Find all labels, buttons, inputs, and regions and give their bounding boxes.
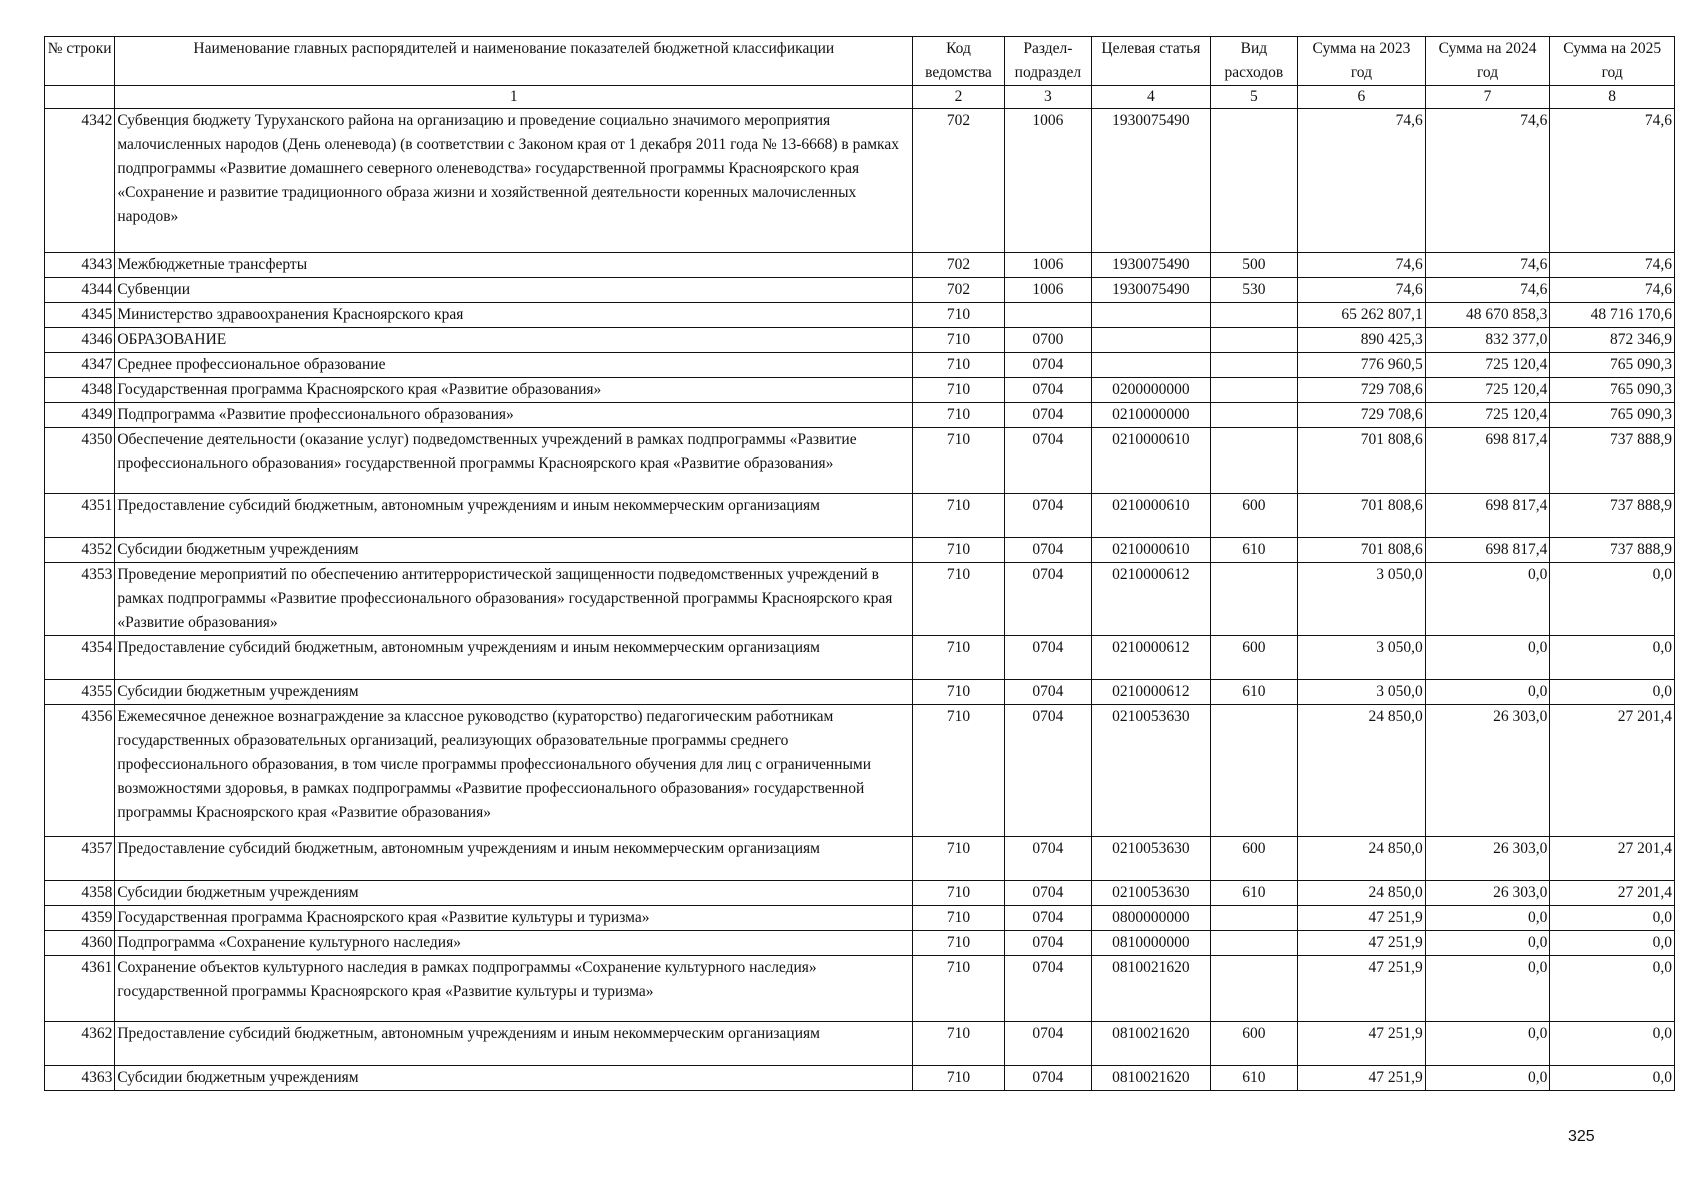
row-target-article: 0200000000 bbox=[1092, 378, 1211, 403]
row-sum-2024: 725 120,4 bbox=[1425, 403, 1550, 428]
row-section: 0704 bbox=[1004, 636, 1091, 680]
row-expense-type bbox=[1210, 428, 1297, 494]
row-sum-2023: 47 251,9 bbox=[1298, 1066, 1426, 1091]
header-sum-2024: Сумма на 2024 год bbox=[1425, 37, 1550, 86]
row-sum-2024: 0,0 bbox=[1425, 680, 1550, 705]
row-name: Подпрограмма «Развитие профессионального образования» bbox=[115, 403, 913, 428]
row-sum-2024: 0,0 bbox=[1425, 906, 1550, 931]
row-expense-type: 600 bbox=[1210, 494, 1297, 538]
row-target-article: 0810000000 bbox=[1092, 931, 1211, 956]
row-number: 4350 bbox=[45, 428, 115, 494]
row-dept-code: 710 bbox=[913, 1066, 1004, 1091]
row-expense-type: 600 bbox=[1210, 1022, 1297, 1066]
row-expense-type bbox=[1210, 353, 1297, 378]
row-section: 1006 bbox=[1004, 109, 1091, 253]
row-name: Предоставление субсидий бюджетным, автономным учреждениям и иным некоммерческим организациям bbox=[115, 1022, 913, 1066]
row-target-article bbox=[1092, 353, 1211, 378]
row-sum-2023: 24 850,0 bbox=[1298, 881, 1426, 906]
table-row bbox=[45, 680, 1675, 705]
row-target-article: 0210053630 bbox=[1092, 705, 1211, 837]
row-target-article: 0210000612 bbox=[1092, 636, 1211, 680]
row-target-article: 0810021620 bbox=[1092, 956, 1211, 1022]
row-name: Ежемесячное денежное вознаграждение за классное руководство (кураторство) педагогическим работникам государственных образовательных организаций, реализующих образовательные программы среднего профессионального образования, в том числе программы профессионального обучения для лиц с ограниченными возможностями здоровья, в рамках подпрограммы «Развитие профессионального образования» государственной программы Красноярского края «Развитие образования» bbox=[115, 705, 913, 837]
row-number: 4343 bbox=[45, 253, 115, 278]
row-section: 0704 bbox=[1004, 680, 1091, 705]
row-target-article: 1930075490 bbox=[1092, 109, 1211, 253]
row-dept-code: 710 bbox=[913, 636, 1004, 680]
row-sum-2024: 832 377,0 bbox=[1425, 328, 1550, 353]
row-number: 4358 bbox=[45, 881, 115, 906]
header-name: Наименование главных распорядителей и наименование показателей бюджетной классификации bbox=[115, 37, 913, 86]
row-sum-2023: 74,6 bbox=[1298, 253, 1426, 278]
row-sum-2023: 3 050,0 bbox=[1298, 636, 1426, 680]
header-section: Раздел-подраздел bbox=[1004, 37, 1091, 86]
row-sum-2024: 725 120,4 bbox=[1425, 378, 1550, 403]
row-section: 0704 bbox=[1004, 1022, 1091, 1066]
table-row bbox=[45, 956, 1675, 1022]
row-target-article: 0810021620 bbox=[1092, 1022, 1211, 1066]
table-row bbox=[45, 881, 1675, 906]
row-name: Государственная программа Красноярского края «Развитие образования» bbox=[115, 378, 913, 403]
row-section: 0704 bbox=[1004, 956, 1091, 1022]
row-section: 0704 bbox=[1004, 906, 1091, 931]
row-sum-2024: 26 303,0 bbox=[1425, 705, 1550, 837]
table-body bbox=[45, 109, 1675, 1091]
table-row bbox=[45, 563, 1675, 636]
row-name: Обеспечение деятельности (оказание услуг) подведомственных учреждений в рамках подпрограммы «Развитие профессионального образования» государственной программы Красноярского края «Развитие образования» bbox=[115, 428, 913, 494]
row-dept-code: 710 bbox=[913, 353, 1004, 378]
row-target-article: 0210000000 bbox=[1092, 403, 1211, 428]
table-row bbox=[45, 906, 1675, 931]
row-number: 4345 bbox=[45, 303, 115, 328]
row-sum-2025: 74,6 bbox=[1550, 253, 1675, 278]
row-section: 0704 bbox=[1004, 378, 1091, 403]
row-sum-2025: 74,6 bbox=[1550, 278, 1675, 303]
row-expense-type: 530 bbox=[1210, 278, 1297, 303]
row-dept-code: 702 bbox=[913, 253, 1004, 278]
row-sum-2023: 65 262 807,1 bbox=[1298, 303, 1426, 328]
col-number: 6 bbox=[1298, 86, 1426, 109]
table-row bbox=[45, 494, 1675, 538]
row-dept-code: 710 bbox=[913, 906, 1004, 931]
row-number: 4360 bbox=[45, 931, 115, 956]
row-sum-2024: 698 817,4 bbox=[1425, 494, 1550, 538]
row-section: 0704 bbox=[1004, 881, 1091, 906]
row-name: Предоставление субсидий бюджетным, автономным учреждениям и иным некоммерческим организациям bbox=[115, 837, 913, 881]
row-section: 0704 bbox=[1004, 353, 1091, 378]
row-dept-code: 710 bbox=[913, 403, 1004, 428]
row-dept-code: 710 bbox=[913, 956, 1004, 1022]
row-dept-code: 702 bbox=[913, 109, 1004, 253]
row-number: 4354 bbox=[45, 636, 115, 680]
row-number: 4353 bbox=[45, 563, 115, 636]
row-number: 4356 bbox=[45, 705, 115, 837]
row-section: 1006 bbox=[1004, 253, 1091, 278]
row-expense-type: 610 bbox=[1210, 538, 1297, 563]
header-sum-2023: Сумма на 2023 год bbox=[1298, 37, 1426, 86]
table-row bbox=[45, 636, 1675, 680]
row-sum-2025: 27 201,4 bbox=[1550, 837, 1675, 881]
table-row bbox=[45, 428, 1675, 494]
col-number: 2 bbox=[913, 86, 1004, 109]
row-sum-2025: 737 888,9 bbox=[1550, 428, 1675, 494]
table-row bbox=[45, 303, 1675, 328]
row-section: 0704 bbox=[1004, 705, 1091, 837]
row-number: 4355 bbox=[45, 680, 115, 705]
row-name: Проведение мероприятий по обеспечению антитеррористической защищенности подведомственных учреждений в рамках подпрограммы «Развитие профессионального образования» государственной программы Красноярского края «Развитие образования» bbox=[115, 563, 913, 636]
row-sum-2025: 48 716 170,6 bbox=[1550, 303, 1675, 328]
row-expense-type bbox=[1210, 931, 1297, 956]
row-target-article: 0210000612 bbox=[1092, 563, 1211, 636]
column-number-row bbox=[45, 86, 1675, 109]
row-sum-2025: 737 888,9 bbox=[1550, 494, 1675, 538]
header-row-no: № строки bbox=[45, 37, 115, 86]
row-section: 0704 bbox=[1004, 931, 1091, 956]
row-number: 4344 bbox=[45, 278, 115, 303]
row-section: 1006 bbox=[1004, 278, 1091, 303]
row-dept-code: 710 bbox=[913, 328, 1004, 353]
row-sum-2025: 0,0 bbox=[1550, 1066, 1675, 1091]
row-expense-type bbox=[1210, 705, 1297, 837]
row-sum-2024: 74,6 bbox=[1425, 109, 1550, 253]
row-name: Субсидии бюджетным учреждениям bbox=[115, 680, 913, 705]
col-number: 5 bbox=[1210, 86, 1297, 109]
row-dept-code: 710 bbox=[913, 428, 1004, 494]
row-dept-code: 710 bbox=[913, 680, 1004, 705]
row-number: 4351 bbox=[45, 494, 115, 538]
row-number: 4347 bbox=[45, 353, 115, 378]
row-sum-2025: 74,6 bbox=[1550, 109, 1675, 253]
row-sum-2024: 0,0 bbox=[1425, 563, 1550, 636]
row-section: 0700 bbox=[1004, 328, 1091, 353]
row-section: 0704 bbox=[1004, 563, 1091, 636]
row-sum-2023: 729 708,6 bbox=[1298, 403, 1426, 428]
row-sum-2024: 0,0 bbox=[1425, 931, 1550, 956]
row-target-article: 0210000610 bbox=[1092, 494, 1211, 538]
row-sum-2023: 47 251,9 bbox=[1298, 906, 1426, 931]
row-number: 4342 bbox=[45, 109, 115, 253]
row-sum-2024: 0,0 bbox=[1425, 1066, 1550, 1091]
row-sum-2024: 725 120,4 bbox=[1425, 353, 1550, 378]
table-row bbox=[45, 278, 1675, 303]
row-section: 0704 bbox=[1004, 428, 1091, 494]
row-name: Сохранение объектов культурного наследия в рамках подпрограммы «Сохранение культурного наследия» государственной программы Красноярского края «Развитие культуры и туризма» bbox=[115, 956, 913, 1022]
row-number: 4349 bbox=[45, 403, 115, 428]
row-sum-2023: 3 050,0 bbox=[1298, 563, 1426, 636]
row-expense-type bbox=[1210, 403, 1297, 428]
row-expense-type bbox=[1210, 328, 1297, 353]
row-sum-2025: 0,0 bbox=[1550, 931, 1675, 956]
row-target-article: 0210000612 bbox=[1092, 680, 1211, 705]
table-row bbox=[45, 378, 1675, 403]
row-name: ОБРАЗОВАНИЕ bbox=[115, 328, 913, 353]
row-expense-type: 610 bbox=[1210, 1066, 1297, 1091]
row-name: Подпрограмма «Сохранение культурного наследия» bbox=[115, 931, 913, 956]
table-row bbox=[45, 931, 1675, 956]
row-expense-type bbox=[1210, 563, 1297, 636]
row-sum-2024: 26 303,0 bbox=[1425, 837, 1550, 881]
row-dept-code: 710 bbox=[913, 563, 1004, 636]
budget-table bbox=[44, 36, 1675, 1091]
row-dept-code: 710 bbox=[913, 1022, 1004, 1066]
row-number: 4362 bbox=[45, 1022, 115, 1066]
row-sum-2025: 0,0 bbox=[1550, 906, 1675, 931]
row-dept-code: 710 bbox=[913, 881, 1004, 906]
row-name: Субвенция бюджету Туруханского района на организацию и проведение социально значимого мероприятия малочисленных народов (День оленевода) (в соответствии с Законом края от 1 декабря 2011 года № 13-6668) в рамках подпрограммы «Развитие домашнего северного оленеводства» государственной программы Красноярского края «Сохранение и развитие традиционного образа жизни и хозяйственной деятельности коренных малочисленных народов» bbox=[115, 109, 913, 253]
row-number: 4357 bbox=[45, 837, 115, 881]
row-sum-2025: 27 201,4 bbox=[1550, 881, 1675, 906]
row-sum-2024: 48 670 858,3 bbox=[1425, 303, 1550, 328]
row-number: 4352 bbox=[45, 538, 115, 563]
row-expense-type: 600 bbox=[1210, 636, 1297, 680]
row-name: Субсидии бюджетным учреждениям bbox=[115, 881, 913, 906]
budget-sheet bbox=[44, 36, 1675, 1091]
col-number: 4 bbox=[1092, 86, 1211, 109]
row-sum-2023: 47 251,9 bbox=[1298, 956, 1426, 1022]
row-section: 0704 bbox=[1004, 538, 1091, 563]
col-number: 7 bbox=[1425, 86, 1550, 109]
page-number: 325 bbox=[1568, 1128, 1595, 1145]
row-expense-type: 610 bbox=[1210, 680, 1297, 705]
row-sum-2025: 0,0 bbox=[1550, 956, 1675, 1022]
table-row bbox=[45, 353, 1675, 378]
table-row bbox=[45, 328, 1675, 353]
row-sum-2023: 890 425,3 bbox=[1298, 328, 1426, 353]
table-row bbox=[45, 1066, 1675, 1091]
row-sum-2025: 872 346,9 bbox=[1550, 328, 1675, 353]
row-sum-2023: 24 850,0 bbox=[1298, 705, 1426, 837]
row-sum-2024: 0,0 bbox=[1425, 1022, 1550, 1066]
header-dept: Код ведомства bbox=[913, 37, 1004, 86]
row-dept-code: 702 bbox=[913, 278, 1004, 303]
row-expense-type bbox=[1210, 956, 1297, 1022]
row-sum-2025: 0,0 bbox=[1550, 1022, 1675, 1066]
row-section: 0704 bbox=[1004, 837, 1091, 881]
table-row bbox=[45, 538, 1675, 563]
row-sum-2023: 74,6 bbox=[1298, 278, 1426, 303]
col-number: 8 bbox=[1550, 86, 1675, 109]
row-target-article: 0210000610 bbox=[1092, 538, 1211, 563]
row-section bbox=[1004, 303, 1091, 328]
row-section: 0704 bbox=[1004, 494, 1091, 538]
row-sum-2025: 27 201,4 bbox=[1550, 705, 1675, 837]
row-sum-2023: 729 708,6 bbox=[1298, 378, 1426, 403]
row-sum-2023: 701 808,6 bbox=[1298, 538, 1426, 563]
row-sum-2025: 765 090,3 bbox=[1550, 353, 1675, 378]
row-dept-code: 710 bbox=[913, 837, 1004, 881]
row-target-article: 1930075490 bbox=[1092, 278, 1211, 303]
row-sum-2023: 3 050,0 bbox=[1298, 680, 1426, 705]
row-name: Межбюджетные трансферты bbox=[115, 253, 913, 278]
row-sum-2024: 74,6 bbox=[1425, 278, 1550, 303]
row-name: Субвенции bbox=[115, 278, 913, 303]
row-sum-2023: 47 251,9 bbox=[1298, 931, 1426, 956]
row-sum-2024: 0,0 bbox=[1425, 956, 1550, 1022]
row-sum-2025: 737 888,9 bbox=[1550, 538, 1675, 563]
row-sum-2023: 776 960,5 bbox=[1298, 353, 1426, 378]
table-row bbox=[45, 109, 1675, 253]
row-name: Государственная программа Красноярского края «Развитие культуры и туризма» bbox=[115, 906, 913, 931]
row-name: Министерство здравоохранения Красноярского края bbox=[115, 303, 913, 328]
row-dept-code: 710 bbox=[913, 303, 1004, 328]
row-dept-code: 710 bbox=[913, 538, 1004, 563]
row-sum-2023: 24 850,0 bbox=[1298, 837, 1426, 881]
col-number: 1 bbox=[115, 86, 913, 109]
row-sum-2024: 74,6 bbox=[1425, 253, 1550, 278]
row-expense-type: 610 bbox=[1210, 881, 1297, 906]
row-sum-2024: 26 303,0 bbox=[1425, 881, 1550, 906]
row-sum-2023: 47 251,9 bbox=[1298, 1022, 1426, 1066]
row-expense-type: 500 bbox=[1210, 253, 1297, 278]
col-number bbox=[45, 86, 115, 109]
row-sum-2025: 0,0 bbox=[1550, 680, 1675, 705]
row-section: 0704 bbox=[1004, 403, 1091, 428]
row-number: 4359 bbox=[45, 906, 115, 931]
row-target-article: 0210000610 bbox=[1092, 428, 1211, 494]
row-number: 4363 bbox=[45, 1066, 115, 1091]
row-expense-type bbox=[1210, 378, 1297, 403]
table-row bbox=[45, 1022, 1675, 1066]
col-number: 3 bbox=[1004, 86, 1091, 109]
table-row bbox=[45, 403, 1675, 428]
row-section: 0704 bbox=[1004, 1066, 1091, 1091]
row-target-article: 0800000000 bbox=[1092, 906, 1211, 931]
row-expense-type bbox=[1210, 109, 1297, 253]
row-name: Предоставление субсидий бюджетным, автономным учреждениям и иным некоммерческим организациям bbox=[115, 636, 913, 680]
row-target-article: 0810021620 bbox=[1092, 1066, 1211, 1091]
row-dept-code: 710 bbox=[913, 705, 1004, 837]
row-target-article: 1930075490 bbox=[1092, 253, 1211, 278]
header-target: Целевая статья bbox=[1092, 37, 1211, 86]
row-sum-2025: 0,0 bbox=[1550, 636, 1675, 680]
row-target-article bbox=[1092, 328, 1211, 353]
row-dept-code: 710 bbox=[913, 494, 1004, 538]
table-row bbox=[45, 705, 1675, 837]
row-sum-2023: 701 808,6 bbox=[1298, 428, 1426, 494]
row-expense-type bbox=[1210, 303, 1297, 328]
header-row bbox=[45, 37, 1675, 86]
row-sum-2025: 0,0 bbox=[1550, 563, 1675, 636]
row-target-article: 0210053630 bbox=[1092, 881, 1211, 906]
row-expense-type: 600 bbox=[1210, 837, 1297, 881]
row-sum-2024: 698 817,4 bbox=[1425, 428, 1550, 494]
row-name: Среднее профессиональное образование bbox=[115, 353, 913, 378]
row-name: Предоставление субсидий бюджетным, автономным учреждениям и иным некоммерческим организациям bbox=[115, 494, 913, 538]
row-expense-type bbox=[1210, 906, 1297, 931]
row-number: 4346 bbox=[45, 328, 115, 353]
row-dept-code: 710 bbox=[913, 378, 1004, 403]
row-name: Субсидии бюджетным учреждениям bbox=[115, 1066, 913, 1091]
row-sum-2024: 698 817,4 bbox=[1425, 538, 1550, 563]
row-name: Субсидии бюджетным учреждениям bbox=[115, 538, 913, 563]
row-sum-2024: 0,0 bbox=[1425, 636, 1550, 680]
row-target-article: 0210053630 bbox=[1092, 837, 1211, 881]
table-row bbox=[45, 837, 1675, 881]
row-target-article bbox=[1092, 303, 1211, 328]
row-sum-2025: 765 090,3 bbox=[1550, 403, 1675, 428]
row-sum-2023: 701 808,6 bbox=[1298, 494, 1426, 538]
header-sum-2025: Сумма на 2025 год bbox=[1550, 37, 1675, 86]
row-number: 4348 bbox=[45, 378, 115, 403]
table-row bbox=[45, 253, 1675, 278]
header-exp-type: Вид расходов bbox=[1210, 37, 1297, 86]
row-sum-2025: 765 090,3 bbox=[1550, 378, 1675, 403]
row-number: 4361 bbox=[45, 956, 115, 1022]
row-dept-code: 710 bbox=[913, 931, 1004, 956]
row-sum-2023: 74,6 bbox=[1298, 109, 1426, 253]
